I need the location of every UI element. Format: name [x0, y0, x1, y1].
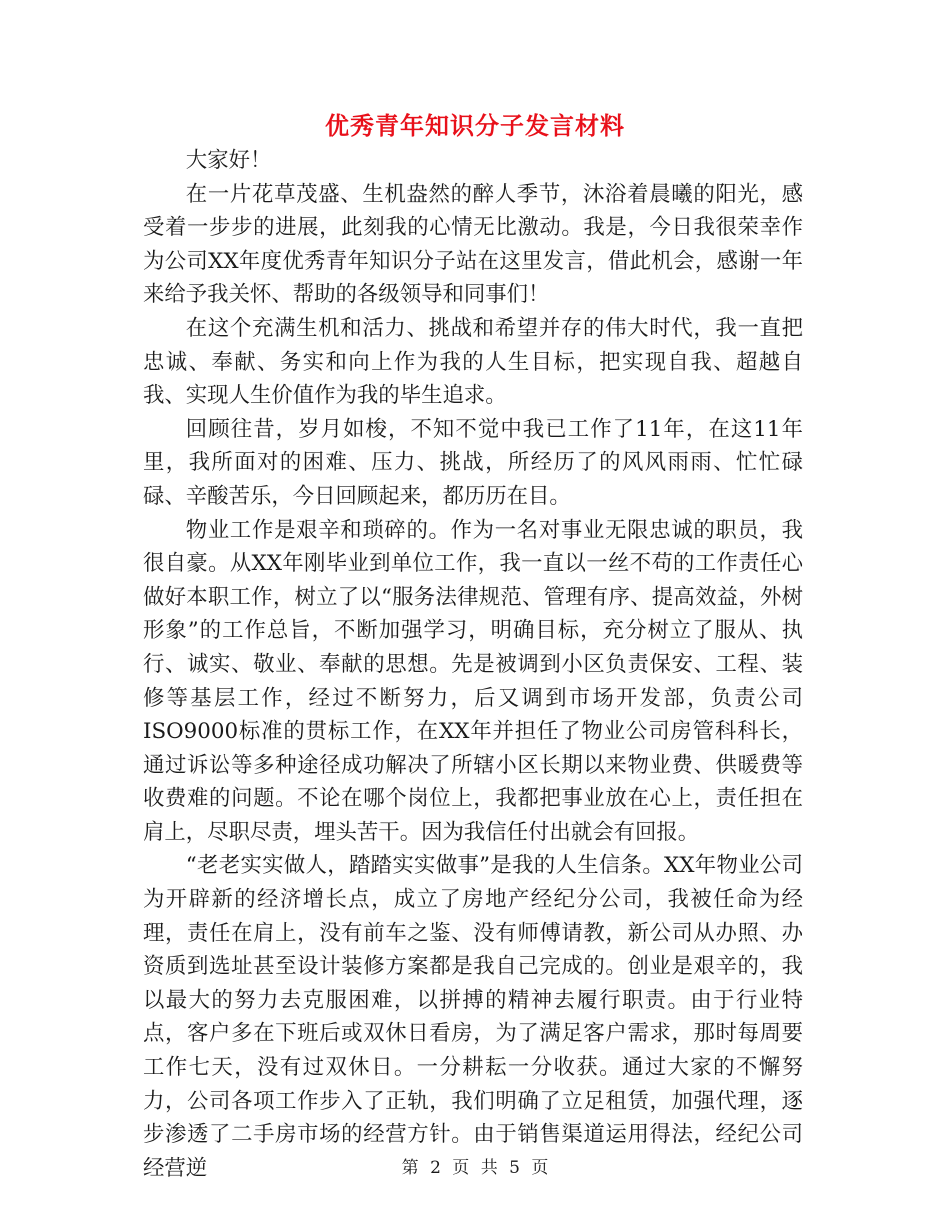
paragraph: “老老实实做人，踏踏实实做事”是我的人生信条。XX年物业公司为开辟新的经济增长点，成立了房地产经纪分公司，我被任命为经理，责任在肩上，没有前车之鉴、没有师傅请教，新公司从办照、办资质到选址甚至设计装修方案都是我自己完成的。创业是艰辛的，我以最大的努力去克服困难，以拼搏的精神去履行职责。由于行业特点，客户多在下班后或双休日看房，为了满足客户需求，那时每周要工作七天，没有过双休日。一分耕耘一分收获。通过大家的不懈努力，公司各项工作步入了正轨，我们明确了立足租赁，加强代理，逐步渗透了二手房市场的经营方针。由于销售渠道运用得法，经纪公司经营逆 [143, 853, 803, 1181]
paragraph: 物业工作是艰辛和琐碎的。作为一名对事业无限忠诚的职员，我很自豪。从XX年刚毕业到单位工作，我一直以一丝不苟的工作责任心做好本职工作，树立了以“服务法律规范、管理有序、提高效益，外树形象”的工作总旨，不断加强学习，明确目标，充分树立了服从、执行、诚实、敬业、奉献的思想。先是被调到小区负责保安、工程、装修等基层工作，经过不断努力，后又调到市场开发部，负责公司ISO9000标准的贯标工作，在XX年并担任了物业公司房管科科长，通过诉讼等多种途径成功解决了所辖小区长期以来物业费、供暖费等收费难的问题。不论在哪个岗位上，我都把事业放在心上，责任担在肩上，尽职尽责，埋头苦干。因为我信任付出就会有回报。 [143, 517, 803, 845]
paragraph: 在一片花草茂盛、生机盎然的醉人季节，沐浴着晨曦的阳光，感受着一步步的进展，此刻我的心情无比激动。我是，今日我很荣幸作为公司XX年度优秀青年知识分子站在这里发言，借此机会，感谢一年来给予我关怀、帮助的各级领导和同事们！ [143, 181, 803, 308]
paragraph: 在这个充满生机和活力、挑战和希望并存的伟大时代，我一直把忠诚、奉献、务实和向上作为我的人生目标，把实现自我、超越自我、实现人生价值作为我的毕生追求。 [143, 315, 803, 409]
document-body [143, 144, 803, 1185]
document-title: 优秀青年知识分子发言材料 [325, 111, 625, 140]
paragraph: 回顾往昔，岁月如梭，不知不觉中我已工作了11年，在这11年里，我所面对的困难、压力、挑战，所经历了的风风雨雨、忙忙碌碌、辛酸苦乐，今日回顾起来，都历历在目。 [143, 416, 803, 509]
paragraph-greeting: 大家好！ [185, 148, 272, 173]
page-number-footer: 第 2 页 共 5 页 [401, 1158, 549, 1178]
